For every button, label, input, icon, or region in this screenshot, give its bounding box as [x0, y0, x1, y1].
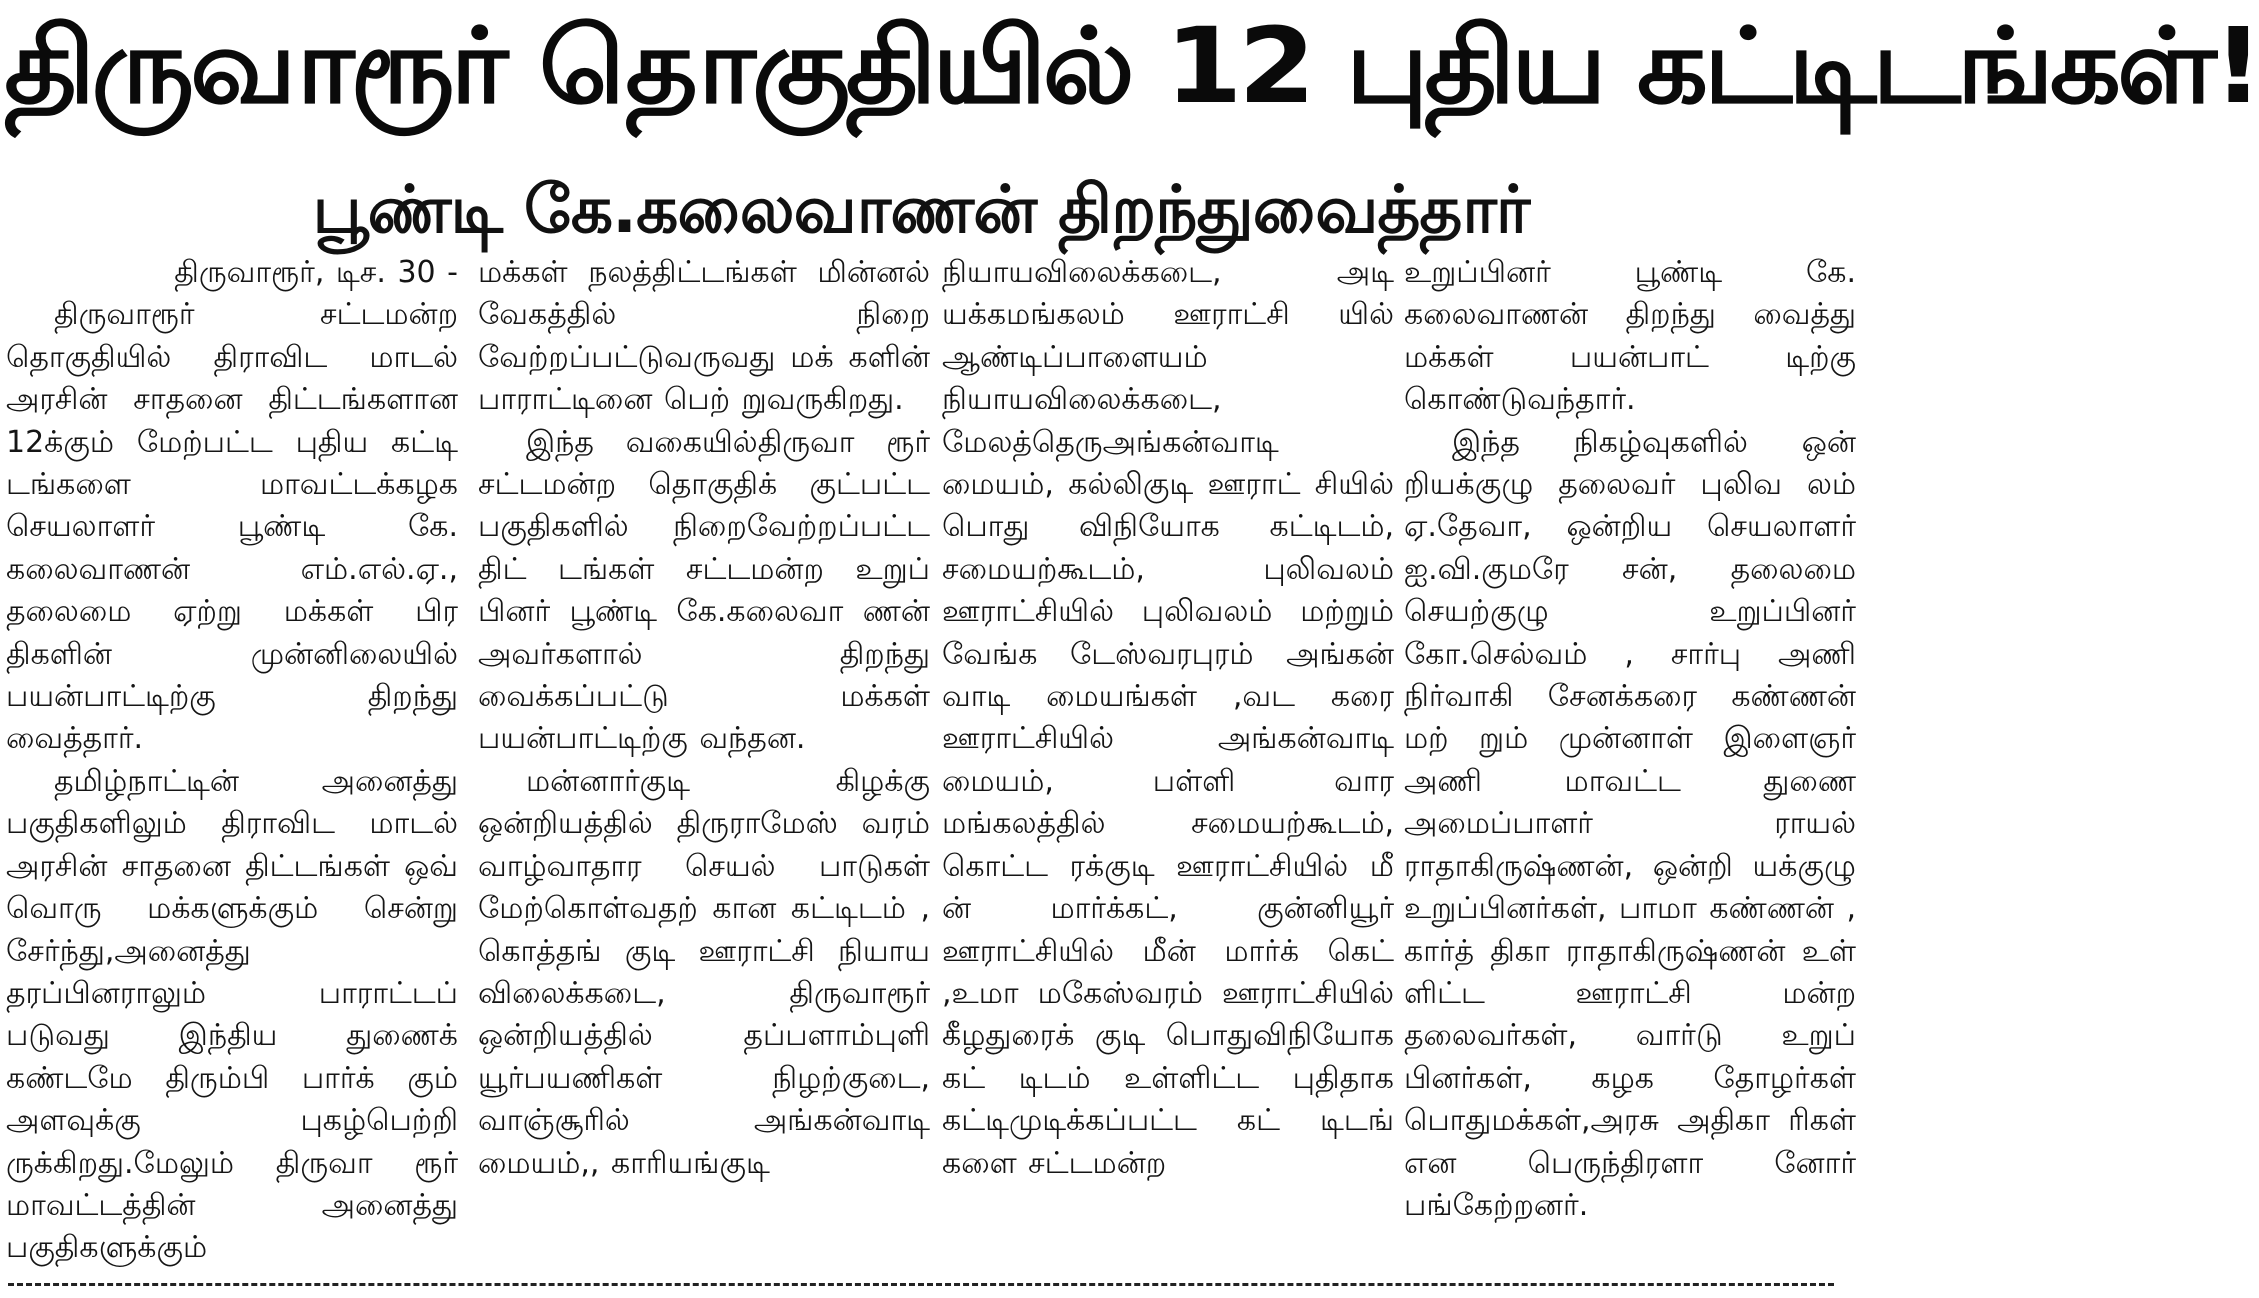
- column-2: [478, 252, 930, 1272]
- paragraph-2-part-1: தமிழ்நாட்டின் அனைத்து பகுதிகளிலும் திராவிட மாடல் அரசின் சாதனை திட்டங்கள் ஒவ் வொரு மக்களுக்கும் சென்று சேர்ந்து,அனைத்து தரப்பினராலும் பாராட்டப் படுவது இந்திய துணைக் கண்டமே திரும்பி பார்க் கும் அளவுக்கு புகழ்பெற்றி ருக்கிறது.மேலும் திருவா ரூர் மாவட்டத்தின் அனைத்து பகுதிகளுக்கும்: [6, 763, 458, 1266]
- paragraph-5: இந்த நிகழ்வுகளில் ஒன் றியக்குழு தலைவர் புலிவ லம் ஏ.தேவா, ஒன்றிய செயலாளர் ஐ.வி.குமரே சன், தலைமை செயற்குழு உறுப்பினர் கோ.செல்வம் , சார்பு அணி நிர்வாகி சேனக்கரை கண்ணன் மற் றும் முன்னாள் இளைஞர் அணி மாவட்ட துணை அமைப்பாளர் ராயல் ராதாகிருஷ்ணன், ஒன்றி யக்குழு உறுப்பினர்கள், பாமா கண்ணன் , கார்த் திகா ராதாகிருஷ்ணன் உள் ளிட்ட ஊராட்சி மன்ற தலைவர்கள், வார்டு உறுப் பினர்கள், கழக தோழர்கள் பொதுமக்கள்,அரசு அதிகா ரிகள் என பெருந்திரளா னோர் பங்கேற்றனர்.: [1404, 424, 1856, 1223]
- dateline: திருவாரூர், டிச. 30 -: [174, 255, 458, 290]
- column-4: [1404, 252, 1856, 1272]
- paragraph-2-part-2: மக்கள் நலத்திட்டங்கள் மின்னல் வேகத்தில் நிறை வேற்றப்பட்டுவருவது மக் களின் பாராட்டினை பெற் றுவருகிறது.: [478, 255, 930, 418]
- paragraph-4-part-3: உறுப்பினர் பூண்டி கே. கலைவாணன் திறந்து வைத்து மக்கள் பயன்பாட் டிற்கு கொண்டுவந்தார்.: [1404, 255, 1856, 418]
- column-1: [6, 252, 458, 1272]
- paragraph-3: இந்த வகையில்திருவா ரூர் சட்டமன்ற தொகுதிக் குட்பட்ட பகுதிகளில் நிறைவேற்றப்பட்ட திட் டங்கள் சட்டமன்ற உறுப் பினர் பூண்டி கே.கலைவா ணன் அவர்களால் திறந்து வைக்கப்பட்டு மக்கள் பயன்பாட்டிற்கு வந்தன.: [478, 424, 930, 757]
- column-3: [942, 252, 1394, 1272]
- paragraph-4-part-1: மன்னார்குடி கிழக்கு ஒன்றியத்தில் திருராமேஸ் வரம் வாழ்வாதார செயல் பாடுகள் மேற்கொள்வதற் கான கட்டிடம் , கொத்தங் குடி ஊராட்சி நியாய விலைக்கடை, திருவாரூர் ஒன்றியத்தில் தப்பளாம்புளி யூர்பயணிகள் நிழற்குடை, வாஞ்சூரில் அங்கன்வாடி மையம்,, காரியங்குடி: [478, 763, 930, 1181]
- paragraph-1: திருவாரூர் சட்டமன்ற தொகுதியில் திராவிட மாடல் அரசின் சாதனை திட்டங்களான 12க்கும் மேற்பட்ட புதிய கட்டி டங்களை மாவட்டக்கழக செயலாளர் பூண்டி கே. கலைவாணன் எம்.எல்.ஏ., தலைமை ஏற்று மக்கள் பிர திகளின் முன்னிலையில் பயன்பாட்டிற்கு திறந்து வைத்தார்.: [6, 297, 458, 757]
- headline: திருவாரூர் தொகுதியில் 12 புதிய கட்டிடங்கள்!: [4, 5, 2259, 127]
- bottom-divider: [8, 1283, 1834, 1286]
- subheadline: பூண்டி கே.கலைவாணன் திறந்துவைத்தார்: [312, 171, 1530, 248]
- article-body: [0, 252, 1856, 1272]
- paragraph-4-part-2: நியாயவிலைக்கடை, அடி யக்கமங்கலம் ஊராட்சி யில் ஆண்டிப்பாளையம் நியாயவிலைக்கடை, மேலத்தெருஅங்கன்வாடி மையம், கல்லிகுடி ஊராட் சியில் பொது விநியோக கட்டிடம், சமையற்கூடம், புலிவலம் ஊராட்சியில் புலிவலம் மற்றும் வேங்க டேஸ்வரபுரம் அங்கன் வாடி மையங்கள் ,வட கரை ஊராட்சியில் அங்கன்வாடி மையம், பள்ளி வார மங்கலத்தில் சமையற்கூடம், கொட்ட ரக்குடி ஊராட்சியில் மீ ன் மார்க்கட், குன்னியூர் ஊராட்சியில் மீன் மார்க் கெட் ,உமா மகேஸ்வரம் ஊராட்சியில் கீழதுரைக் குடி பொதுவிநியோக கட் டிடம் உள்ளிட்ட புதிதாக கட்டிமுடிக்கப்பட்ட கட் டிடங் களை சட்டமன்ற: [942, 255, 1394, 1181]
